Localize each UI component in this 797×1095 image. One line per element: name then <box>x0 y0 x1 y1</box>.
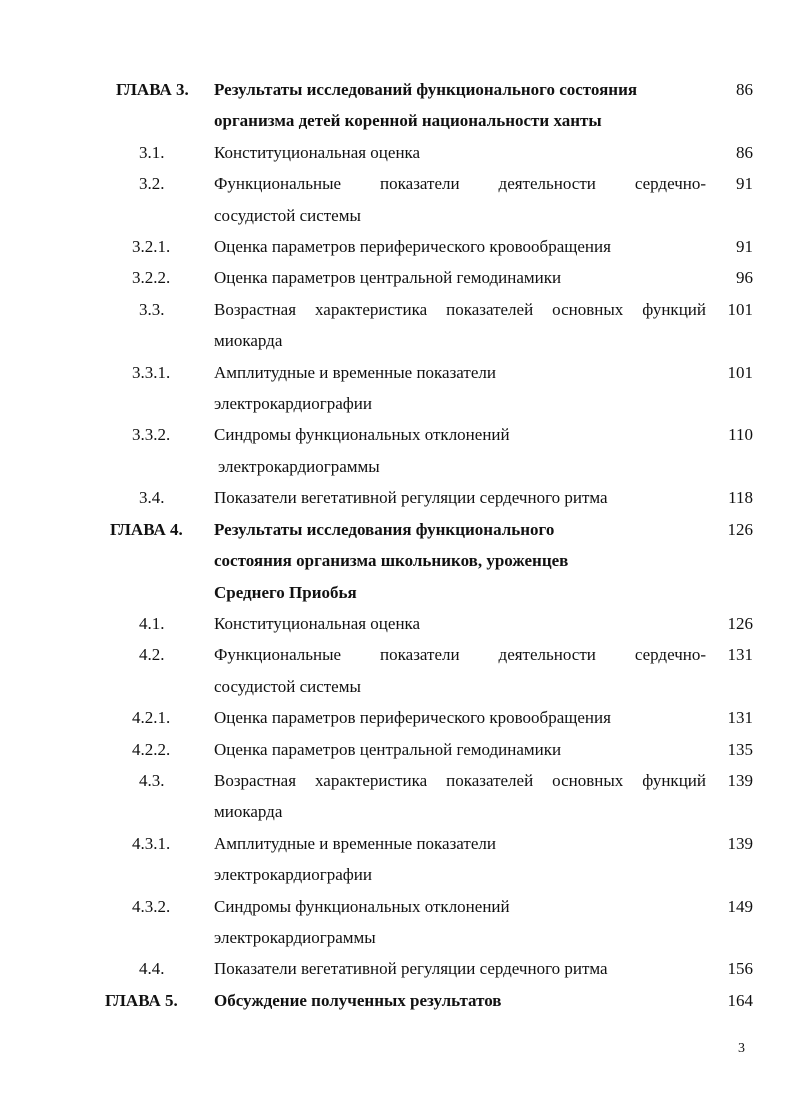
chapter-number: ГЛАВА 5. <box>105 990 178 1010</box>
section-number: 3.2.1. <box>132 237 171 257</box>
toc-entry-4-2-2 <box>0 734 797 765</box>
page-ref: 91 <box>736 237 753 257</box>
section-number: 4.2.1. <box>132 708 171 728</box>
toc-entry-4-4 <box>0 953 797 984</box>
page-ref: 86 <box>736 80 753 99</box>
toc-entry-3-2 <box>0 168 797 231</box>
section-title: Амплитудные и временные показатели электрокардиографии <box>214 833 496 885</box>
toc-entry-chapter-5 <box>0 985 797 1016</box>
page-ref: 101 <box>727 299 753 319</box>
page-ref: 139 <box>727 833 753 853</box>
section-number: 4.3.1. <box>132 833 171 853</box>
section-title: Оценка параметров центральной гемодинамики <box>214 739 562 759</box>
page-ref: 131 <box>727 645 753 665</box>
toc-entry-4-2-1 <box>0 702 797 733</box>
section-title: Показатели вегетативной регуляции сердечного ритма <box>214 959 608 979</box>
section-title: Конституциональная оценка <box>214 142 421 162</box>
section-title: Функциональные показатели деятельности сердечно- сосудистой системы <box>214 645 706 696</box>
toc-entry-3-3 <box>0 294 797 357</box>
section-number: 3.3.2. <box>132 425 171 445</box>
chapter-number: ГЛАВА 3. <box>116 80 189 99</box>
page-ref: 139 <box>727 770 753 790</box>
chapter-number: ГЛАВА 4. <box>110 519 183 539</box>
section-number: 3.3.1. <box>132 362 171 382</box>
toc-entry-4-3-2 <box>0 891 797 954</box>
toc-entry-chapter-4 <box>0 514 797 608</box>
page-number: 3 <box>738 1041 745 1056</box>
section-number: 4.1. <box>139 613 165 633</box>
section-number: 4.3. <box>139 770 165 790</box>
section-title: Амплитудные и временные показатели электрокардиографии <box>214 362 496 414</box>
section-title: Функциональные показатели деятельности сердечно- сосудистой системы <box>214 174 706 225</box>
page-ref: 149 <box>727 896 753 916</box>
section-title: Оценка параметров периферического кровообращения <box>214 237 611 257</box>
page-ref: 131 <box>727 708 753 728</box>
chapter-title: Результаты исследования функционального состояния организма школьников, уроженцев Среднего Приобья <box>214 519 569 602</box>
toc-entry-4-3 <box>0 765 797 828</box>
section-title: Оценка параметров периферического кровообращения <box>214 708 611 728</box>
page-ref: 91 <box>736 174 753 194</box>
section-number: 4.4. <box>139 959 165 979</box>
section-number: 4.3.2. <box>132 896 171 916</box>
table-of-contents <box>0 74 797 1016</box>
section-number: 3.4. <box>139 488 165 508</box>
page-ref: 126 <box>727 613 753 633</box>
section-title: Конституциональная оценка <box>214 613 421 633</box>
section-title: Возрастная характеристика показателей основных функций миокарда <box>214 299 706 351</box>
toc-entry-chapter-3 <box>0 74 797 137</box>
section-number: 3.2.2. <box>132 268 171 288</box>
page-ref: 118 <box>728 488 753 508</box>
chapter-title: Результаты исследований функционального состояния организма детей коренной национальности ханты <box>214 80 638 131</box>
toc-entry-3-2-2 <box>0 262 797 293</box>
toc-entry-3-1 <box>0 137 797 168</box>
section-number: 4.2.2. <box>132 739 171 759</box>
toc-entry-4-3-1 <box>0 828 797 891</box>
section-number: 3.1. <box>139 142 165 162</box>
page-ref: 86 <box>736 142 753 162</box>
toc-entry-3-3-2 <box>0 419 797 482</box>
toc-entry-4-2 <box>0 639 797 702</box>
section-number: 3.2. <box>139 174 165 194</box>
section-title: Синдромы функциональных отклонений электрокардиограммы <box>214 425 510 476</box>
toc-entry-3-3-1 <box>0 357 797 420</box>
chapter-title: Обсуждение полученных результатов <box>214 990 502 1010</box>
toc-entry-3-4 <box>0 482 797 513</box>
page-ref: 110 <box>728 425 753 445</box>
page-ref: 156 <box>727 959 753 979</box>
section-title: Показатели вегетативной регуляции сердечного ритма <box>214 488 608 508</box>
section-title: Синдромы функциональных отклонений электрокардиограммы <box>214 896 510 947</box>
toc-entry-3-2-1 <box>0 231 797 262</box>
page-ref: 96 <box>736 268 753 288</box>
page-ref: 126 <box>727 519 753 539</box>
section-title: Оценка параметров центральной гемодинамики <box>214 268 562 288</box>
page-ref: 164 <box>727 990 753 1010</box>
section-title: Возрастная характеристика показателей основных функций миокарда <box>214 770 706 822</box>
section-number: 3.3. <box>139 299 165 319</box>
section-number: 4.2. <box>139 645 165 665</box>
page-ref: 101 <box>727 362 753 382</box>
toc-entry-4-1 <box>0 608 797 639</box>
page-ref: 135 <box>727 739 753 759</box>
